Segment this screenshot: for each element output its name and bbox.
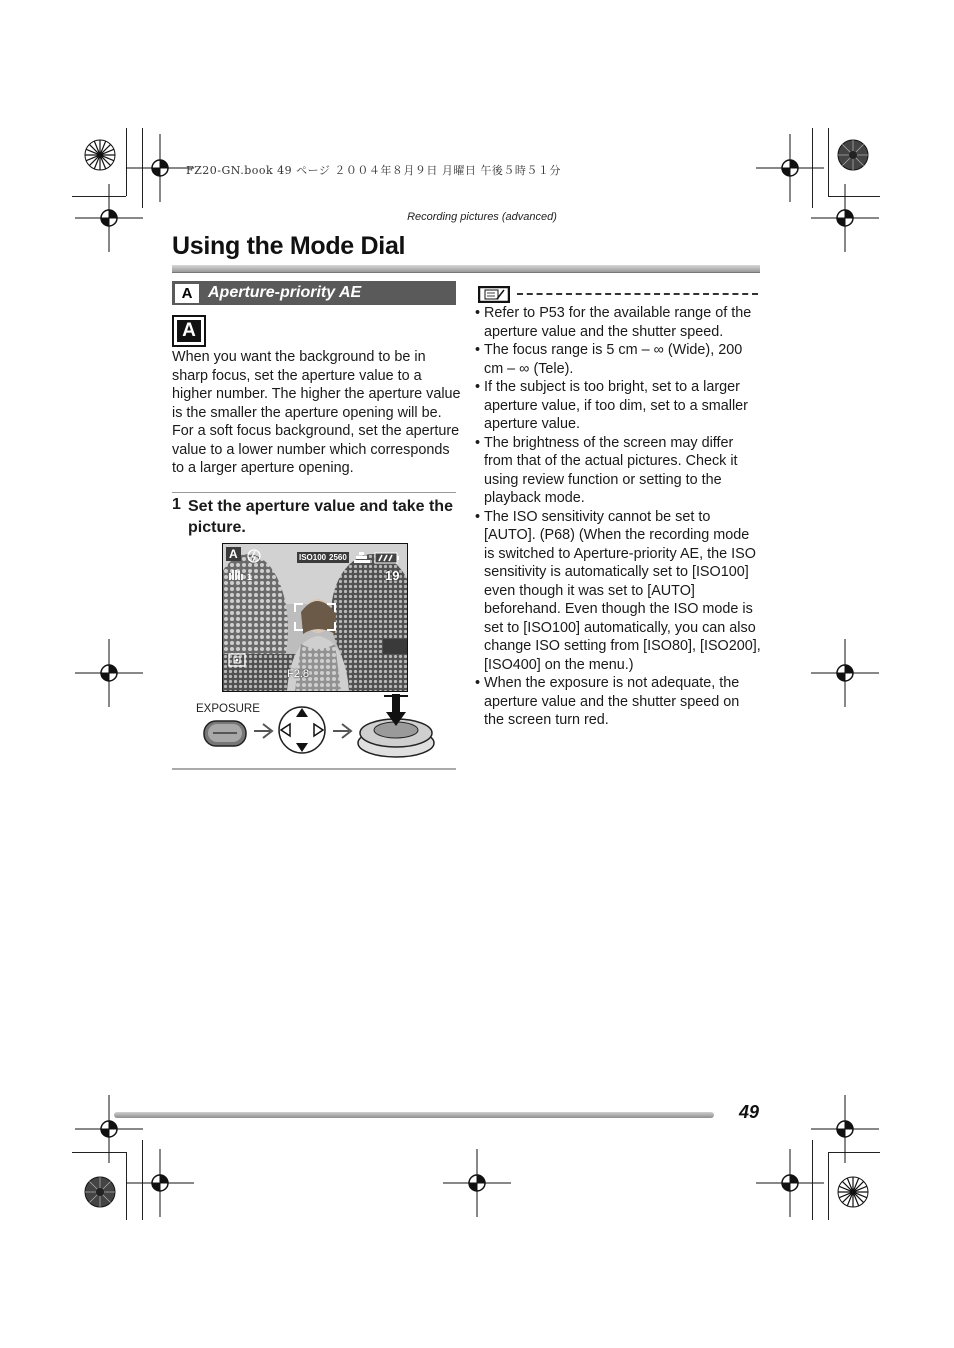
notes-list <box>474 304 762 730</box>
exposure-button-icon <box>204 721 246 746</box>
photo-scene <box>223 544 407 691</box>
file-info: FZ20-GN.book 49 ページ ２００４年８月９日 月曜日 午後５時５１分 <box>186 164 561 177</box>
button-sequence <box>196 690 442 762</box>
note-text: The brightness of the screen may differ from that of the actual pictures. Check it using review function or setting to the playback mode. <box>484 434 738 506</box>
bullet: • <box>475 675 481 691</box>
note-item <box>474 508 762 675</box>
section-caption: Recording pictures (advanced) <box>407 211 557 223</box>
shutter-button-icon <box>358 694 434 757</box>
arrow-right-icon <box>254 724 272 738</box>
mode-letter-badge: A <box>175 284 199 303</box>
page-title: Using the Mode Dial <box>172 232 406 260</box>
memo-divider <box>517 293 758 295</box>
osd-shots-remaining: 19 <box>385 568 400 583</box>
bullet: • <box>475 434 481 451</box>
bullet: • <box>475 305 481 321</box>
bullet: • <box>475 342 481 358</box>
note-item <box>474 341 762 378</box>
mode-icon-letter: A <box>177 320 201 342</box>
title-rule <box>172 265 760 273</box>
section-header <box>172 281 456 305</box>
osd-aperture: F2.8 <box>287 668 310 680</box>
section-title: Aperture-priority AE <box>208 284 362 301</box>
exposure-label: EXPOSURE <box>196 703 260 715</box>
note-text: Refer to P53 for the available range of the aperture value and the shutter speed. <box>484 305 752 340</box>
bullet: • <box>475 379 481 395</box>
flash-off-icon <box>247 549 261 563</box>
note-text: The ISO sensitivity cannot be set to [AUTO]. (P68) (When the recording mode is switched to Aperture-priority AE, the ISO sensitivity is automatically set to [ISO100] even though it was set to [AUTO] beforehand. Even though the ISO mode is set to [ISO100] automatically, you can also change ISO setting from [ISO80], [ISO200], [ISO400] on the menu.) <box>484 508 761 673</box>
footer-rule <box>114 1112 714 1118</box>
camera-screen-image <box>222 543 408 692</box>
step-instruction: Set the aperture value and take the picture. <box>188 498 453 536</box>
osd-stabilizer-mode: 1 <box>247 572 253 582</box>
cursor-pad-icon <box>279 707 325 753</box>
stabilizer-icon <box>228 568 246 582</box>
osd-mode: A <box>226 547 241 561</box>
divider <box>172 492 456 493</box>
memo-note-icon <box>478 286 510 303</box>
step-number: 1 <box>172 496 181 513</box>
quality-icon <box>354 552 370 564</box>
osd-iso: ISO100 <box>299 553 327 562</box>
note-item <box>474 378 762 434</box>
battery-icon <box>374 552 400 564</box>
note-text: If the subject is too bright, set to a larger aperture value, if too dim, set to a smaller aperture value. <box>484 379 748 432</box>
note-item <box>474 304 762 341</box>
page-number: 49 <box>739 1102 760 1122</box>
osd-resolution: 2560 <box>329 553 347 562</box>
note-item <box>474 674 762 730</box>
note-text: When the exposure is not adequate, the aperture value and the shutter speed on the screen turn red. <box>484 675 740 728</box>
aperture-mode-icon <box>172 315 206 347</box>
note-item <box>474 434 762 508</box>
bullet: • <box>475 508 481 525</box>
arrow-right-icon <box>333 724 351 738</box>
metering-icon <box>228 653 246 667</box>
divider <box>172 768 456 770</box>
note-text: The focus range is 5 cm – ∞ (Wide), 200 cm – ∞ (Tele). <box>484 342 743 377</box>
intro-paragraph: When you want the background to be in sharp focus, set the aperture value to a higher number. The higher the aperture value is the smaller the aperture opening will be. For a soft focus background, set the aperture value to a lower number which corresponds to a larger aperture opening. <box>172 349 461 476</box>
